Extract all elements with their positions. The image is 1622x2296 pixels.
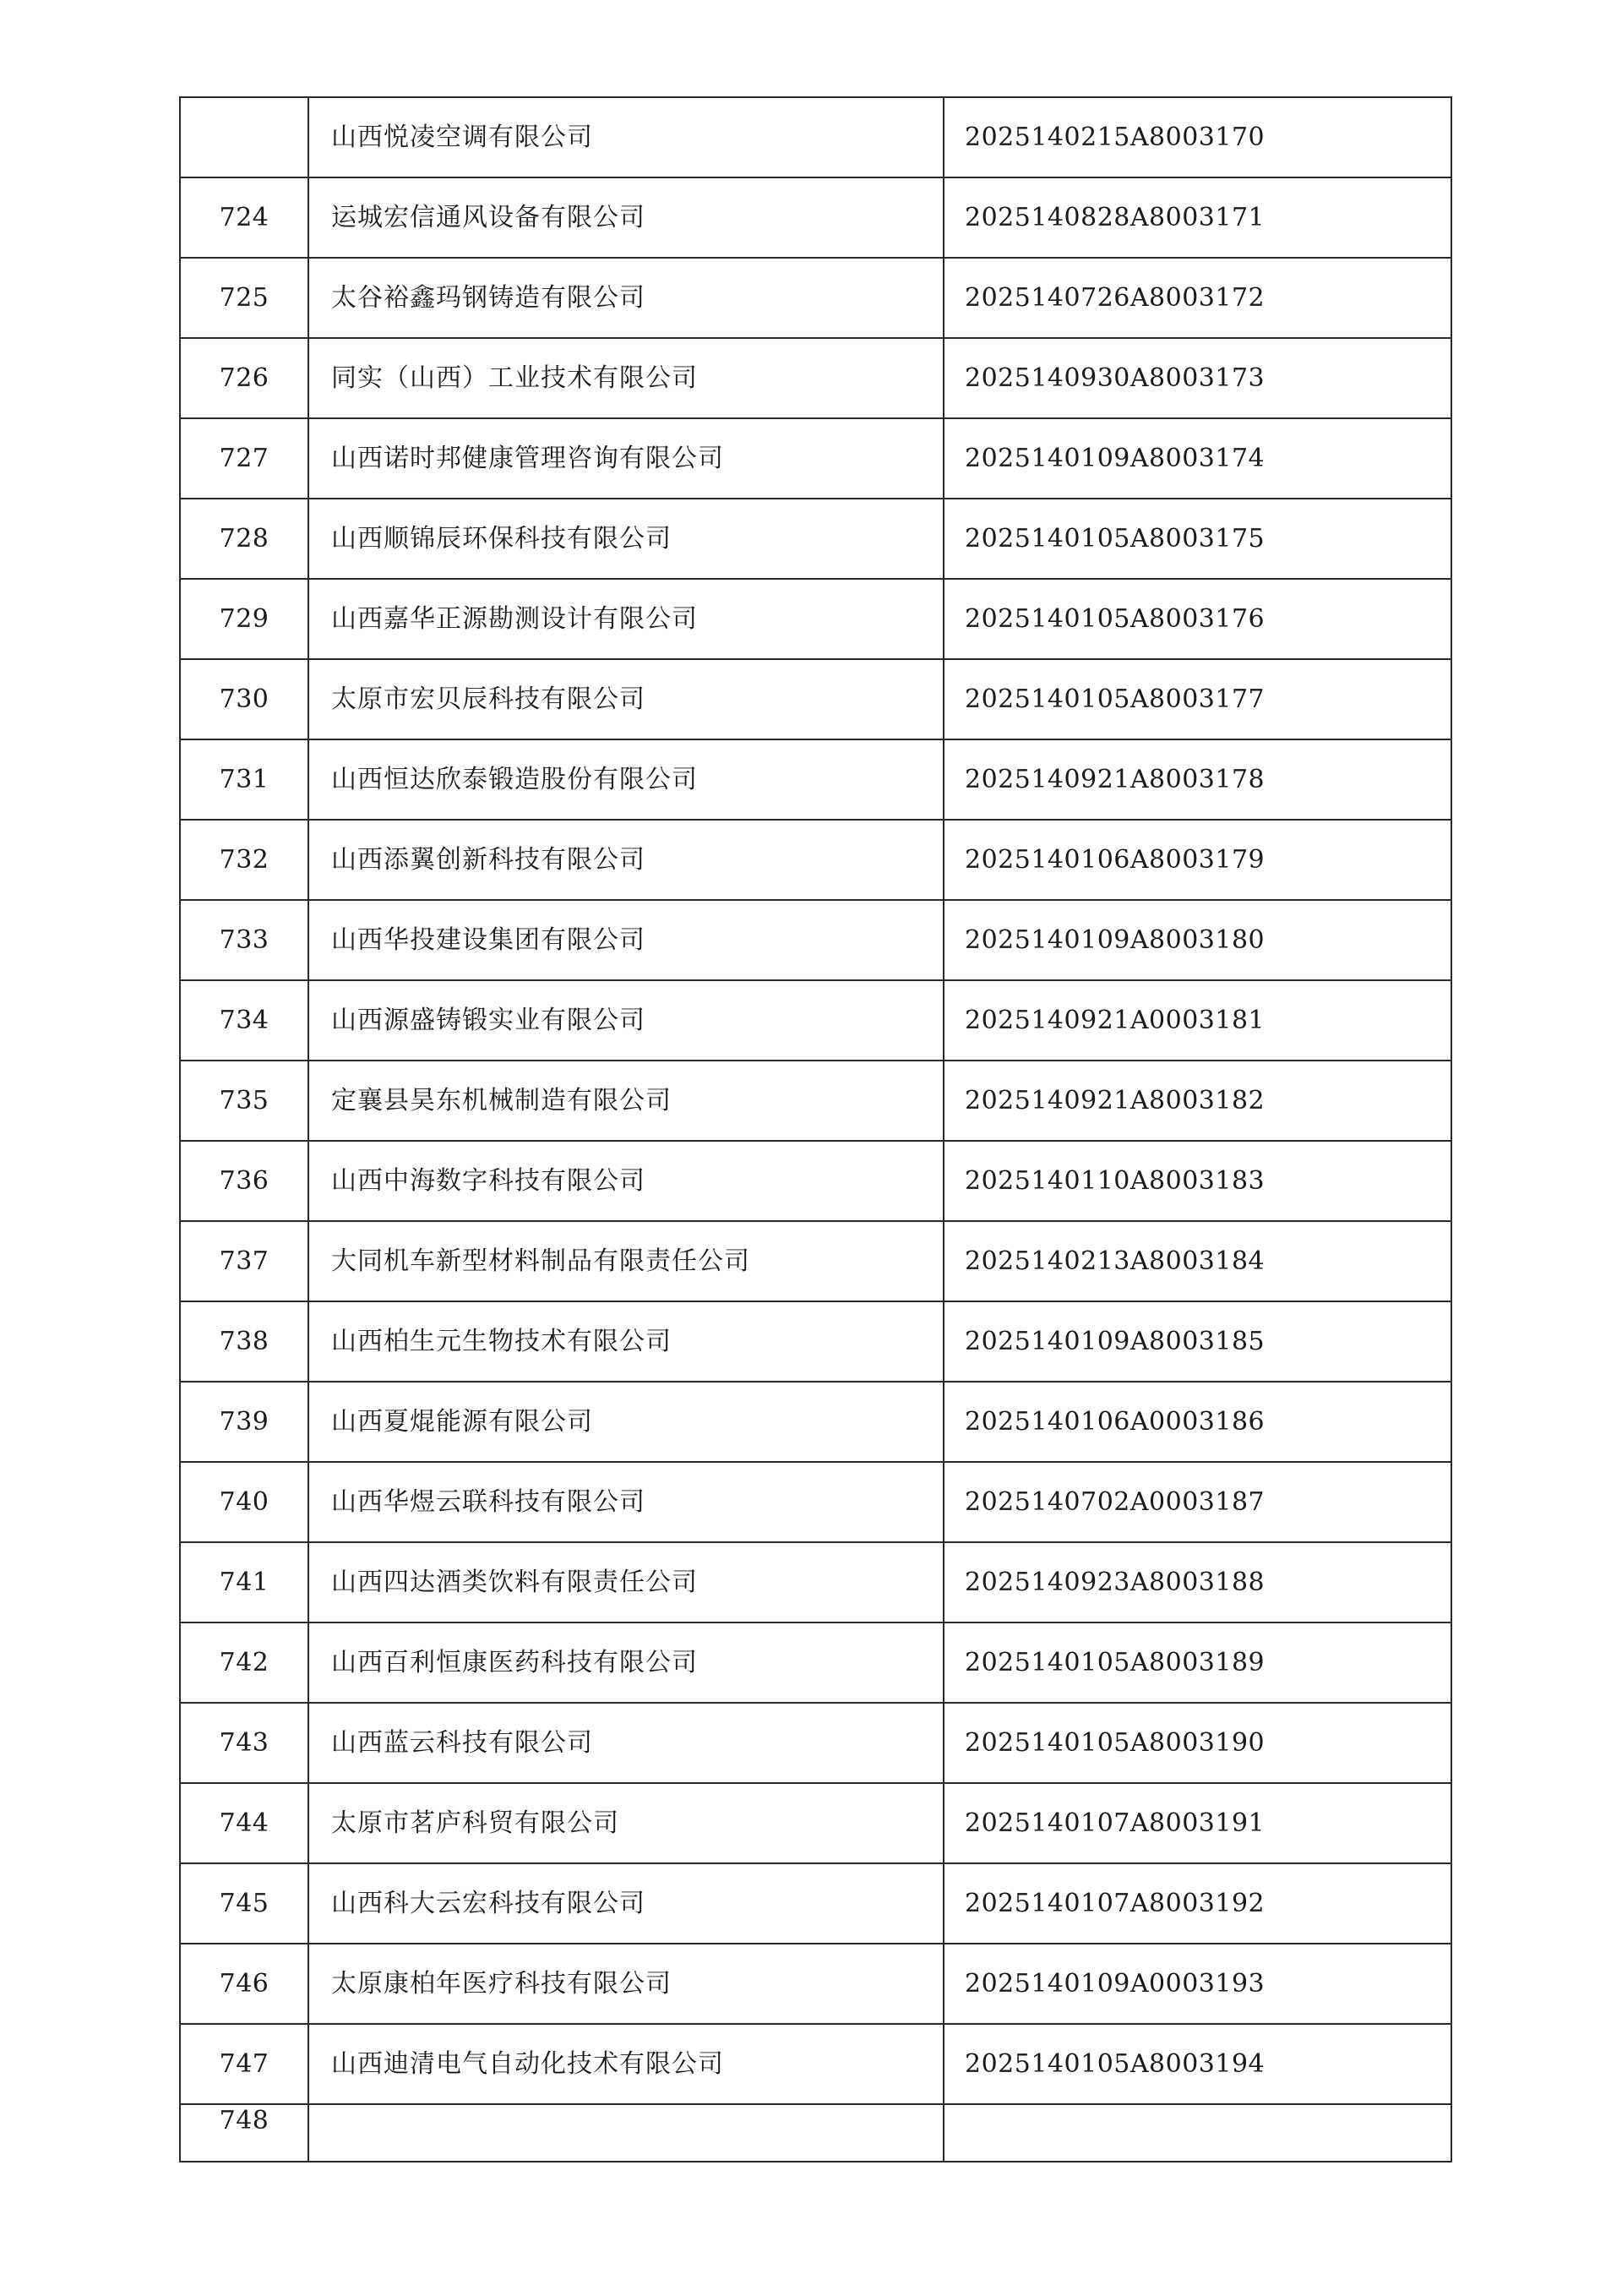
company-name: 山西嘉华正源勘测设计有限公司 <box>308 579 944 659</box>
row-number: 740 <box>180 1462 308 1542</box>
row-number <box>180 97 308 177</box>
table-row <box>180 2104 1451 2162</box>
row-number: 737 <box>180 1221 308 1301</box>
row-number: 738 <box>180 1301 308 1382</box>
company-name: 山西柏生元生物技术有限公司 <box>308 1301 944 1382</box>
company-name: 运城宏信通风设备有限公司 <box>308 177 944 258</box>
registration-code: 2025140105A8003189 <box>944 1622 1451 1703</box>
row-number: 736 <box>180 1141 308 1221</box>
table-row <box>180 1462 1451 1542</box>
table-row <box>180 900 1451 980</box>
table-row <box>180 2024 1451 2104</box>
row-number: 743 <box>180 1703 308 1783</box>
company-name: 同实（山西）工业技术有限公司 <box>308 338 944 418</box>
table-body <box>180 97 1451 2162</box>
registration-code: 2025140213A8003184 <box>944 1221 1451 1301</box>
registration-code: 2025140726A8003172 <box>944 258 1451 338</box>
registration-code: 2025140105A8003177 <box>944 659 1451 739</box>
document-page <box>179 96 1451 2162</box>
row-number: 741 <box>180 1542 308 1622</box>
company-name: 山西华煜云联科技有限公司 <box>308 1462 944 1542</box>
table-row <box>180 1221 1451 1301</box>
company-name: 山西恒达欣泰锻造股份有限公司 <box>308 739 944 820</box>
registration-code: 2025140923A8003188 <box>944 1542 1451 1622</box>
company-name: 山西百利恒康医药科技有限公司 <box>308 1622 944 1703</box>
registration-code: 2025140107A8003191 <box>944 1783 1451 1863</box>
company-name: 山西源盛铸锻实业有限公司 <box>308 980 944 1061</box>
row-number: 733 <box>180 900 308 980</box>
registration-code: 2025140702A0003187 <box>944 1462 1451 1542</box>
row-number: 734 <box>180 980 308 1061</box>
company-name <box>308 2104 944 2162</box>
row-number: 748 <box>180 2104 308 2162</box>
row-number: 735 <box>180 1061 308 1141</box>
table-row <box>180 739 1451 820</box>
registration-code: 2025140106A8003179 <box>944 820 1451 900</box>
company-name: 山西夏焜能源有限公司 <box>308 1382 944 1462</box>
row-number: 747 <box>180 2024 308 2104</box>
company-name: 太原市宏贝辰科技有限公司 <box>308 659 944 739</box>
registration-code: 2025140105A8003175 <box>944 499 1451 579</box>
row-number: 728 <box>180 499 308 579</box>
table-row <box>180 1382 1451 1462</box>
table-row <box>180 418 1451 499</box>
table-row <box>180 1622 1451 1703</box>
registration-code: 2025140105A8003194 <box>944 2024 1451 2104</box>
company-name: 山西中海数字科技有限公司 <box>308 1141 944 1221</box>
company-name: 太原康柏年医疗科技有限公司 <box>308 1944 944 2024</box>
row-number: 725 <box>180 258 308 338</box>
row-number: 746 <box>180 1944 308 2024</box>
registration-code: 2025140215A8003170 <box>944 97 1451 177</box>
table-row <box>180 1944 1451 2024</box>
registration-code: 2025140105A8003176 <box>944 579 1451 659</box>
company-name: 太谷裕鑫玛钢铸造有限公司 <box>308 258 944 338</box>
company-name: 大同机车新型材料制品有限责任公司 <box>308 1221 944 1301</box>
registration-code: 2025140106A0003186 <box>944 1382 1451 1462</box>
company-name: 山西迪清电气自动化技术有限公司 <box>308 2024 944 2104</box>
table-row <box>180 579 1451 659</box>
table-row <box>180 338 1451 418</box>
registration-code: 2025140110A8003183 <box>944 1141 1451 1221</box>
company-name: 山西四达酒类饮料有限责任公司 <box>308 1542 944 1622</box>
row-number: 730 <box>180 659 308 739</box>
table-row <box>180 177 1451 258</box>
company-name: 定襄县昊东机械制造有限公司 <box>308 1061 944 1141</box>
registration-code: 2025140828A8003171 <box>944 177 1451 258</box>
table-row <box>180 97 1451 177</box>
company-name: 山西蓝云科技有限公司 <box>308 1703 944 1783</box>
company-name: 山西华投建设集团有限公司 <box>308 900 944 980</box>
registration-code: 2025140921A8003178 <box>944 739 1451 820</box>
registration-code: 2025140109A0003193 <box>944 1944 1451 2024</box>
row-number: 729 <box>180 579 308 659</box>
row-number: 724 <box>180 177 308 258</box>
row-number: 731 <box>180 739 308 820</box>
table-row <box>180 1542 1451 1622</box>
registration-code: 2025140107A8003192 <box>944 1863 1451 1944</box>
company-name: 山西顺锦辰环保科技有限公司 <box>308 499 944 579</box>
table-row <box>180 499 1451 579</box>
registration-code: 2025140105A8003190 <box>944 1703 1451 1783</box>
company-registry-table <box>179 96 1452 2162</box>
row-number: 726 <box>180 338 308 418</box>
table-row <box>180 258 1451 338</box>
registration-code: 2025140109A8003185 <box>944 1301 1451 1382</box>
company-name: 山西添翼创新科技有限公司 <box>308 820 944 900</box>
table-row <box>180 1061 1451 1141</box>
table-row <box>180 980 1451 1061</box>
row-number: 742 <box>180 1622 308 1703</box>
table-row <box>180 820 1451 900</box>
row-number: 727 <box>180 418 308 499</box>
table-row <box>180 659 1451 739</box>
row-number: 745 <box>180 1863 308 1944</box>
row-number: 739 <box>180 1382 308 1462</box>
registration-code: 2025140921A0003181 <box>944 980 1451 1061</box>
registration-code: 2025140109A8003174 <box>944 418 1451 499</box>
registration-code: 2025140930A8003173 <box>944 338 1451 418</box>
row-number: 732 <box>180 820 308 900</box>
table-row <box>180 1783 1451 1863</box>
table-row <box>180 1863 1451 1944</box>
table-row <box>180 1141 1451 1221</box>
registration-code: 2025140921A8003182 <box>944 1061 1451 1141</box>
company-name: 山西诺时邦健康管理咨询有限公司 <box>308 418 944 499</box>
company-name: 山西悦凌空调有限公司 <box>308 97 944 177</box>
row-number: 744 <box>180 1783 308 1863</box>
registration-code: 2025140109A8003180 <box>944 900 1451 980</box>
company-name: 山西科大云宏科技有限公司 <box>308 1863 944 1944</box>
table-row <box>180 1703 1451 1783</box>
registration-code <box>944 2104 1451 2162</box>
table-row <box>180 1301 1451 1382</box>
company-name: 太原市茗庐科贸有限公司 <box>308 1783 944 1863</box>
